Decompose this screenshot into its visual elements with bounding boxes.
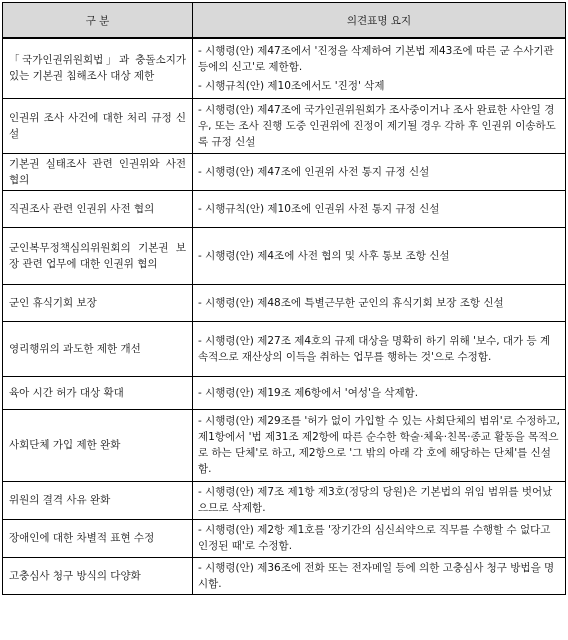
table-header-row [3, 3, 566, 39]
row-opinion [193, 519, 566, 557]
table-row [3, 519, 566, 557]
opinion-line: - 시행령(안) 제47조에 인권위 사전 통지 규정 신설 [198, 165, 430, 178]
table-row [3, 557, 566, 594]
table-row [3, 190, 566, 227]
row-opinion [193, 481, 566, 519]
table-row [3, 284, 566, 321]
opinion-line: - 시행령(안) 제47조에서 '진정을 삭제하여 기본법 제43조에 따른 군 수사기관 등에의 신고'로 제한함. [198, 44, 554, 73]
opinion-line: - 시행령(안) 제27조 제4호의 규제 대상을 명확히 하기 위해 '보수, 대가 등 계속적으로 재산상의 이득을 취하는 업무를 행하는 것'으로 수정함. [198, 334, 551, 363]
row-opinion [193, 284, 566, 321]
opinion-line: - 시행령(안) 제48조에 특별근무한 군인의 휴식기회 보장 조항 신설 [198, 296, 504, 309]
row-topic: 군인복무정책심의위원회의 기본권 보장 관련 업무에 대한 인권위 협의 [3, 227, 193, 284]
table-row [3, 38, 566, 98]
table-row [3, 98, 566, 153]
row-opinion [193, 98, 566, 153]
header-opinion-summary: 의견표명 요지 [193, 3, 566, 39]
opinion-line: - 시행령(안) 제36조에 전화 또는 전자메일 등에 의한 고충심사 청구 방법을 명시함. [198, 561, 555, 590]
opinion-line: - 시행령(안) 제19조 제6항에서 '여성'을 삭제함. [198, 386, 419, 399]
table-row [3, 376, 566, 409]
row-topic: 영리행위의 과도한 제한 개선 [3, 321, 193, 376]
header-category: 구 분 [3, 3, 193, 39]
row-opinion [193, 153, 566, 190]
opinion-line: - 시행령(안) 제7조 제1항 제3호(정당의 당원)은 기본법의 위임 범위를 벗어났으므로 삭제함. [198, 486, 553, 514]
row-topic: 사회단체 가입 제한 완화 [3, 409, 193, 481]
row-opinion [193, 190, 566, 227]
row-opinion [193, 227, 566, 284]
row-topic: 인권위 조사 사건에 대한 처리 규정 신설 [3, 98, 193, 153]
row-topic: 위원의 결격 사유 완화 [3, 481, 193, 519]
row-opinion [193, 409, 566, 481]
row-opinion [193, 38, 566, 98]
opinion-table [2, 2, 566, 595]
table-row [3, 481, 566, 519]
row-topic: 고충심사 청구 방식의 다양화 [3, 557, 193, 594]
row-topic: 장애인에 대한 차별적 표현 수정 [3, 519, 193, 557]
row-topic: 「국가인권위원회법」과 충돌소지가 있는 기본권 침해조사 대상 제한 [3, 38, 193, 98]
opinion-line: - 시행규칙(안) 제10조에 인권위 사전 통지 규정 신설 [198, 202, 440, 215]
opinion-line: - 시행령(안) 제47조에 국가인권위원회가 조사중이거나 조사 완료한 사안일 경우, 또는 조사 진행 도중 인권위에 진정이 제기될 경우 각하 후 인권위 이송하도록 규정 신설 [198, 103, 556, 148]
row-topic: 직권조사 관련 인권위 사전 협의 [3, 190, 193, 227]
table-row [3, 321, 566, 376]
row-opinion [193, 557, 566, 594]
opinion-line: - 시행규칙(안) 제10조에서도 '진정' 삭제 [198, 79, 385, 92]
row-opinion [193, 321, 566, 376]
opinion-line: - 시행령(안) 제2항 제1호를 '장기간의 심신쇠약으로 직무를 수행할 수 없다고 인정된 때'로 수정함. [198, 524, 551, 552]
table-row [3, 409, 566, 481]
table-row [3, 227, 566, 284]
table-row [3, 153, 566, 190]
row-topic: 기본권 실태조사 관련 인권위와 사전 협의 [3, 153, 193, 190]
row-topic: 육아 시간 허가 대상 확대 [3, 376, 193, 409]
row-topic: 군인 휴식기회 보장 [3, 284, 193, 321]
row-opinion [193, 376, 566, 409]
opinion-line: - 시행령(안) 제4조에 사전 협의 및 사후 통보 조항 신설 [198, 249, 450, 262]
opinion-line: - 시행령(안) 제29조를 '허가 없이 가입할 수 있는 사회단체의 범위'로 수정하고, 제1항에서 '법 제31조 제2항에 따른 순수한 학술·체육·친목·종교 활동을 목적으로 하는 단체'로 하고, 제2항으로 '그 밖의 아래 각 호에 해당하는 단체'를 신설함. [198, 415, 560, 475]
